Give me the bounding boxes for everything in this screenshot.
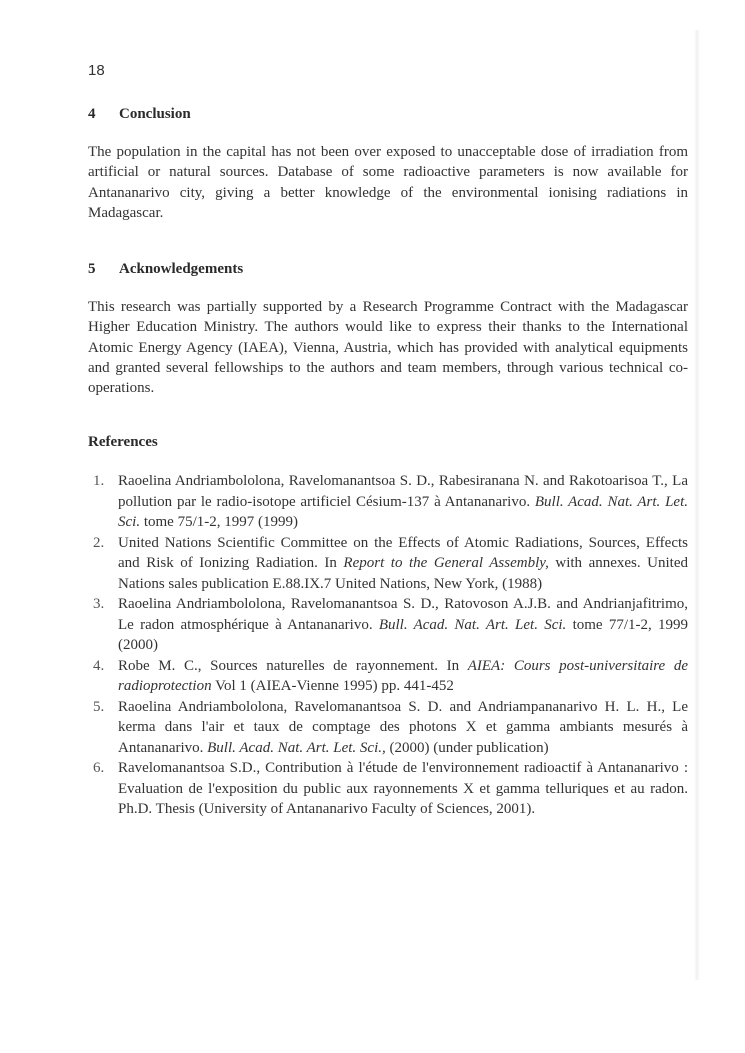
reference-journal: Report to the General Assembly, — [343, 555, 549, 571]
reference-text: Ravelomanantsoa S.D., Contribution à l'étude de l'environnement radioactif à Antananarivo : Evaluation de l'exposition du public aux rayonnements X et gamma telluriques et au radon. Ph.D. Thesis (University of Antananarivo Faculty of Sciences, 2001). — [118, 760, 688, 817]
acknowledgements-heading — [88, 261, 243, 278]
reference-number: 2. — [93, 534, 105, 551]
reference-number: 5. — [93, 698, 105, 715]
reference-number: 3. — [93, 596, 105, 612]
scan-edge-shadow — [694, 30, 700, 980]
reference-journal: Bull. Acad. Nat. Art. Let. Sci., — [207, 739, 386, 756]
references-list — [88, 471, 688, 820]
acknowledgements-paragraph: This research was partially supported by a Research Programme Contract with the Madagascar Higher Education Ministry. The authors would like to express their thanks to the International Atomic Energy Agency (IAEA), Vienna, Austria, which has provided with analytical equipments and granted several fellowships to the authors and team members, through various technical co-operations. — [88, 299, 688, 397]
conclusion-title: Conclusion — [119, 106, 191, 122]
reference-number: 1. — [93, 473, 105, 489]
reference-text: Raoelina Andriambololona, Ravelomanantsoa S. D., Ratovoson A.J.B. and Andrianjafitrimo, Le radon atmosphérique à Antananarivo. — [118, 596, 688, 633]
reference-details: Vol 1 (AIEA-Vienne 1995) pp. 441-452 — [211, 678, 454, 694]
reference-item — [88, 656, 688, 697]
conclusion-paragraph: The population in the capital has not been over exposed to unacceptable dose of irradiation from artificial or natural sources. Database of some radioactive parameters is now available for Antananarivo city, giving a better knowledge of the environmental ionising radiations in Madagascar. — [88, 144, 688, 221]
reference-number: 6. — [93, 760, 105, 776]
reference-item — [88, 533, 688, 595]
reference-number: 4. — [93, 657, 105, 674]
reference-details: tome 75/1-2, 1997 (1999) — [140, 514, 298, 530]
reference-details: with annexes. United Nations sales publication E.88.IX.7 United Nations, New York, (1988) — [118, 555, 688, 592]
reference-details: tome 77/1-2, 1999 (2000) — [118, 616, 689, 653]
reference-item — [88, 471, 688, 533]
reference-journal: Bull. Acad. Nat. Art. Let. Sci. — [118, 493, 688, 530]
reference-journal: AIEA: Cours post-universitaire de radioprotection — [118, 657, 688, 694]
reference-text: Robe M. C., Sources naturelles de rayonnement. In — [118, 657, 468, 674]
page-number: 18 — [88, 62, 105, 79]
acknowledgements-title: Acknowledgements — [119, 261, 244, 277]
reference-item — [88, 758, 688, 820]
references-heading: References — [88, 434, 158, 450]
reference-text: Raoelina Andriambololona, Ravelomanantsoa S. D. and Andriampananarivo H. L. H., Le kerma dans l'air et taux de comptage des photons X et gamma ambiants mesurés à Antananarivo. — [118, 698, 688, 756]
reference-item — [88, 697, 688, 759]
conclusion-number: 4 — [88, 106, 96, 122]
acknowledgements-number: 5 — [88, 261, 96, 277]
reference-text: Raoelina Andriambololona, Ravelomanantsoa S. D., Rabesiranana N. and Rakotoarisoa T., La pollution par le radio-isotope artificiel Césium-137 à Antananarivo. — [118, 473, 688, 510]
reference-details: (2000) (under publication) — [385, 739, 549, 756]
conclusion-heading — [88, 106, 191, 123]
reference-item — [88, 594, 688, 656]
reference-journal: Bull. Acad. Nat. Art. Let. Sci. — [378, 616, 567, 633]
reference-text: United Nations Scientific Committee on the Effects of Atomic Radiations, Sources, Effects and Risk of Ionizing Radiation. In — [118, 534, 688, 571]
